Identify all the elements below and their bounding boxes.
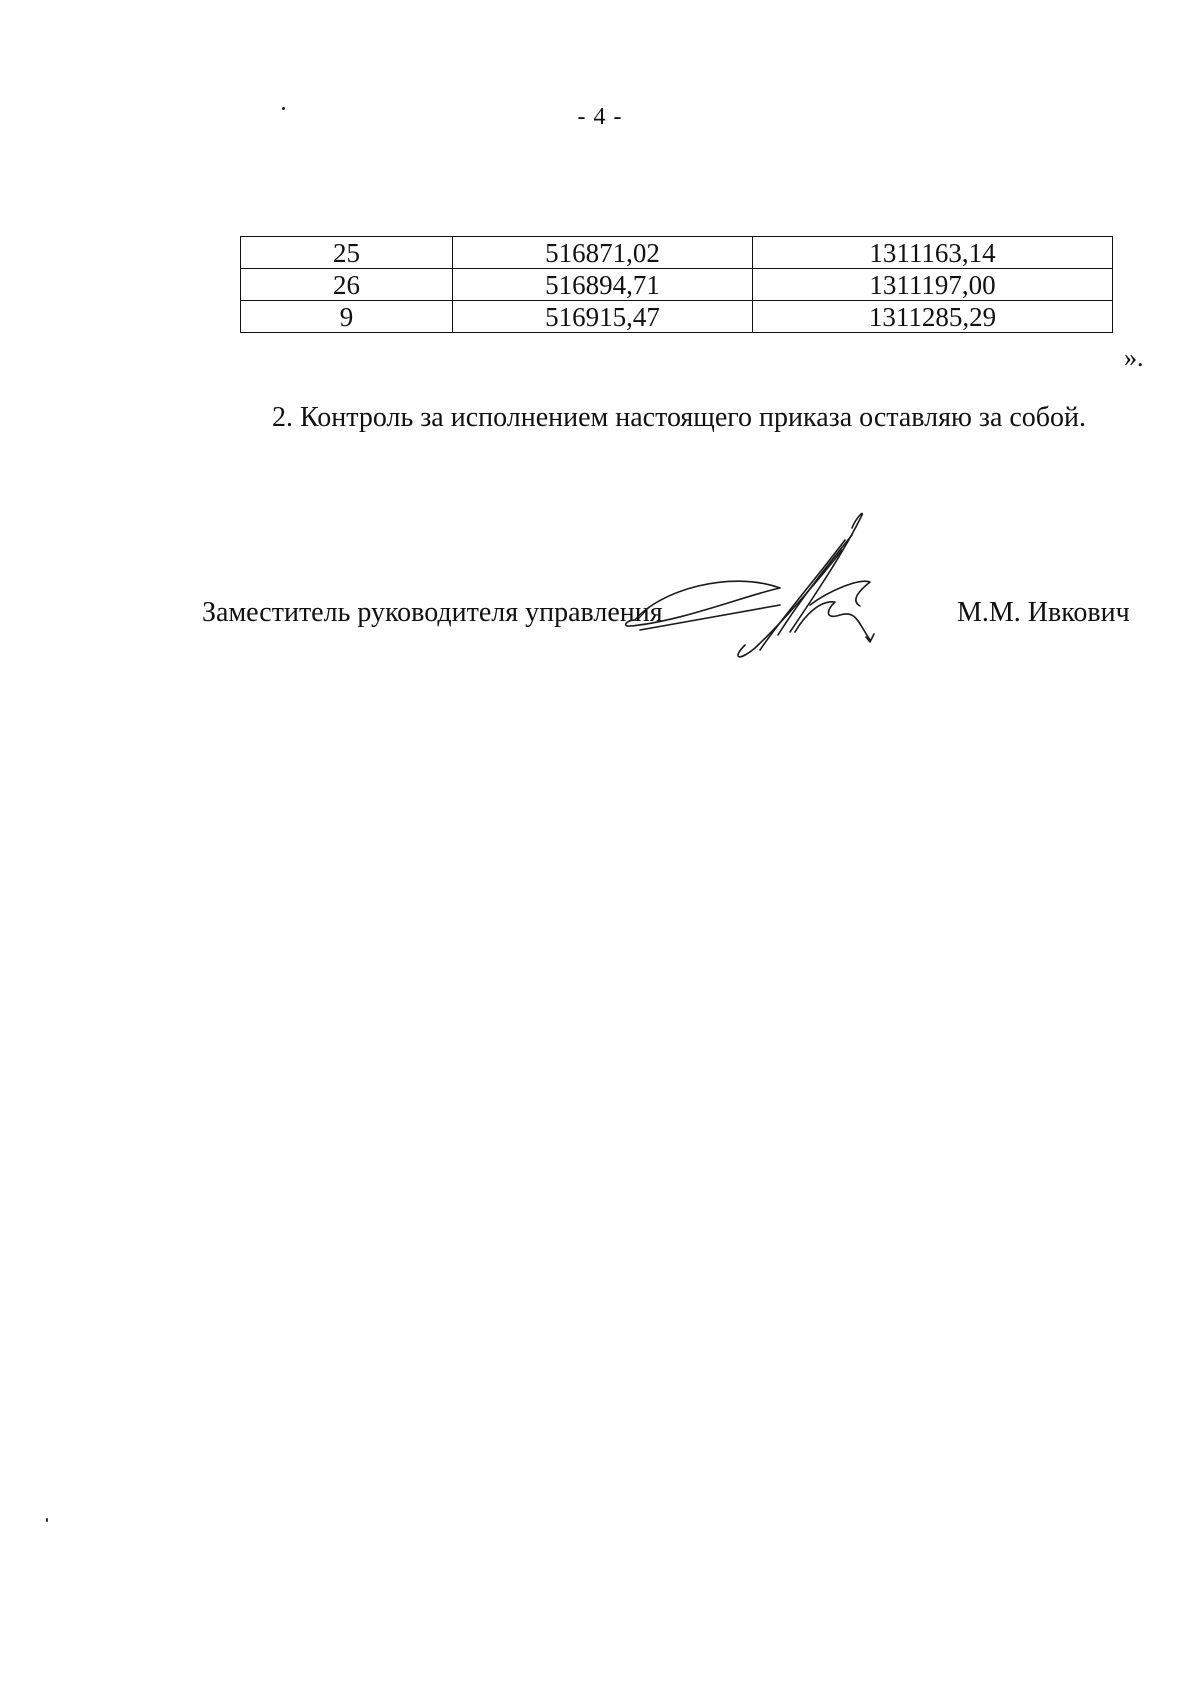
table-row (241, 237, 1113, 269)
point-number-cell: 25 (241, 237, 453, 269)
y-coordinate-cell: 1311197,00 (753, 269, 1113, 301)
x-coordinate-cell: 516894,71 (453, 269, 753, 301)
control-clause: 2. Контроль за исполнением настоящего приказа оставляю за собой. (272, 402, 1087, 433)
page-number: - 4 - (577, 104, 623, 130)
scan-speck (46, 1518, 48, 1522)
point-number-cell: 26 (241, 269, 453, 301)
x-coordinate-cell: 516915,47 (453, 301, 753, 333)
x-coordinate-cell: 516871,02 (453, 237, 753, 269)
handwritten-signature-icon (620, 510, 940, 675)
y-coordinate-cell: 1311285,29 (753, 301, 1113, 333)
signer-position: Заместитель руководителя управления (202, 597, 663, 628)
signer-name: М.М. Ивкович (957, 597, 1130, 628)
closing-quote: ». (1124, 343, 1144, 372)
scan-speck (282, 107, 285, 110)
point-number-cell: 9 (241, 301, 453, 333)
table-row (241, 301, 1113, 333)
y-coordinate-cell: 1311163,14 (753, 237, 1113, 269)
coordinates-table (240, 236, 1113, 333)
table-row (241, 269, 1113, 301)
